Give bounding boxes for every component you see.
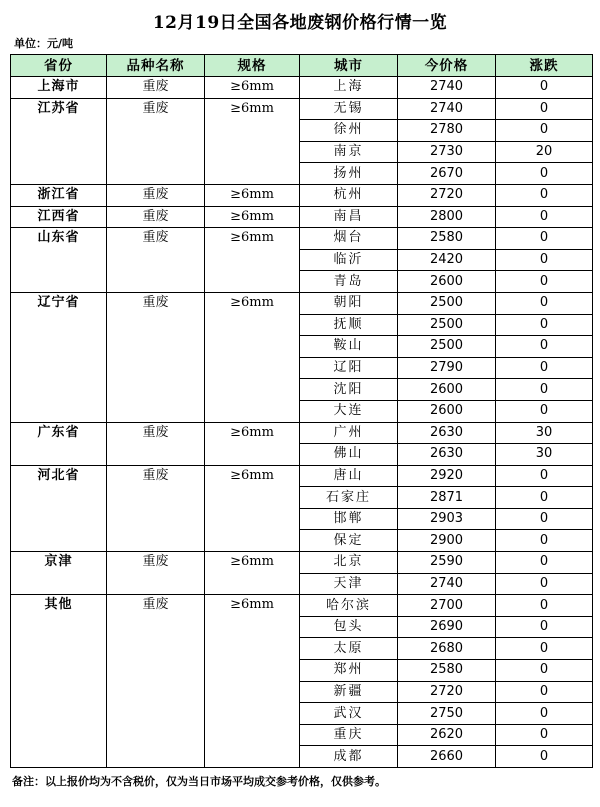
price-cell: 2660 — [398, 746, 496, 768]
province-cell: 江西省 — [11, 206, 107, 228]
change-cell: 0 — [496, 724, 593, 746]
city-cell: 杭州 — [300, 184, 398, 206]
city-cell: 包头 — [300, 616, 398, 638]
change-cell: 0 — [496, 616, 593, 638]
price-cell: 2690 — [398, 616, 496, 638]
city-cell: 南京 — [300, 141, 398, 163]
table-row — [11, 98, 593, 120]
price-cell: 2750 — [398, 703, 496, 725]
product-cell: 重废 — [107, 465, 205, 551]
city-cell: 武汉 — [300, 703, 398, 725]
change-cell: 0 — [496, 249, 593, 271]
product-cell: 重废 — [107, 595, 205, 768]
province-cell: 广东省 — [11, 422, 107, 465]
city-cell: 扬州 — [300, 163, 398, 185]
header-price: 今价格 — [398, 55, 496, 77]
table-row — [11, 184, 593, 206]
table-header-row — [11, 55, 593, 77]
city-cell: 哈尔滨 — [300, 595, 398, 617]
change-cell: 0 — [496, 487, 593, 509]
unit-label: 单位：元/吨 — [14, 37, 74, 50]
change-cell: 0 — [496, 400, 593, 422]
change-cell: 0 — [496, 379, 593, 401]
price-cell: 2740 — [398, 77, 496, 99]
price-cell: 2420 — [398, 249, 496, 271]
city-cell: 新疆 — [300, 681, 398, 703]
price-cell: 2740 — [398, 573, 496, 595]
price-cell: 2590 — [398, 552, 496, 574]
city-cell: 临沂 — [300, 249, 398, 271]
city-cell: 上海 — [300, 77, 398, 99]
price-cell: 2780 — [398, 120, 496, 142]
province-cell: 河北省 — [11, 465, 107, 551]
city-cell: 太原 — [300, 638, 398, 660]
price-cell: 2900 — [398, 530, 496, 552]
price-cell: 2600 — [398, 379, 496, 401]
city-cell: 郑州 — [300, 660, 398, 682]
province-cell: 浙江省 — [11, 184, 107, 206]
city-cell: 徐州 — [300, 120, 398, 142]
city-cell: 大连 — [300, 400, 398, 422]
spec-cell: ≥6mm — [205, 77, 300, 99]
change-cell: 0 — [496, 508, 593, 530]
change-cell: 0 — [496, 573, 593, 595]
price-cell: 2720 — [398, 184, 496, 206]
change-cell: 30 — [496, 444, 593, 466]
price-cell: 2500 — [398, 314, 496, 336]
product-cell: 重废 — [107, 206, 205, 228]
change-cell: 0 — [496, 638, 593, 660]
table-row — [11, 422, 593, 444]
spec-cell: ≥6mm — [205, 184, 300, 206]
spec-cell: ≥6mm — [205, 595, 300, 768]
city-cell: 抚顺 — [300, 314, 398, 336]
spec-cell: ≥6mm — [205, 292, 300, 422]
change-cell: 0 — [496, 465, 593, 487]
change-cell: 0 — [496, 228, 593, 250]
price-cell: 2630 — [398, 422, 496, 444]
change-cell: 0 — [496, 336, 593, 358]
price-table — [10, 54, 593, 768]
page-title: 12月19日全国各地废钢价格行情一览 — [152, 13, 448, 33]
change-cell: 0 — [496, 746, 593, 768]
change-cell: 0 — [496, 595, 593, 617]
table-row — [11, 552, 593, 574]
table-row — [11, 465, 593, 487]
province-cell: 辽宁省 — [11, 292, 107, 422]
change-cell: 0 — [496, 206, 593, 228]
change-cell: 0 — [496, 271, 593, 293]
city-cell: 鞍山 — [300, 336, 398, 358]
price-cell: 2800 — [398, 206, 496, 228]
price-cell: 2730 — [398, 141, 496, 163]
city-cell: 南昌 — [300, 206, 398, 228]
change-cell: 0 — [496, 314, 593, 336]
price-cell: 2740 — [398, 98, 496, 120]
city-cell: 朝阳 — [300, 292, 398, 314]
change-cell: 0 — [496, 357, 593, 379]
price-cell: 2790 — [398, 357, 496, 379]
product-cell: 重废 — [107, 184, 205, 206]
price-cell: 2920 — [398, 465, 496, 487]
price-cell: 2630 — [398, 444, 496, 466]
price-cell: 2600 — [398, 400, 496, 422]
table-row — [11, 228, 593, 250]
city-cell: 重庆 — [300, 724, 398, 746]
province-cell: 上海市 — [11, 77, 107, 99]
header-province: 省份 — [11, 55, 107, 77]
price-cell: 2500 — [398, 336, 496, 358]
city-cell: 成都 — [300, 746, 398, 768]
table-row — [11, 595, 593, 617]
spec-cell: ≥6mm — [205, 98, 300, 184]
city-cell: 沈阳 — [300, 379, 398, 401]
table-row — [11, 206, 593, 228]
city-cell: 石家庄 — [300, 487, 398, 509]
spec-cell: ≥6mm — [205, 465, 300, 551]
header-spec: 规格 — [205, 55, 300, 77]
header-product: 品种名称 — [107, 55, 205, 77]
price-cell: 2871 — [398, 487, 496, 509]
province-cell: 其他 — [11, 595, 107, 768]
price-cell: 2700 — [398, 595, 496, 617]
header-city: 城市 — [300, 55, 398, 77]
city-cell: 北京 — [300, 552, 398, 574]
price-cell: 2500 — [398, 292, 496, 314]
city-cell: 唐山 — [300, 465, 398, 487]
price-cell: 2580 — [398, 228, 496, 250]
table-body — [11, 77, 593, 768]
price-cell: 2720 — [398, 681, 496, 703]
province-cell: 山东省 — [11, 228, 107, 293]
change-cell: 0 — [496, 77, 593, 99]
price-cell: 2680 — [398, 638, 496, 660]
province-cell: 江苏省 — [11, 98, 107, 184]
product-cell: 重废 — [107, 228, 205, 293]
spec-cell: ≥6mm — [205, 228, 300, 293]
city-cell: 佛山 — [300, 444, 398, 466]
header-change: 涨跌 — [496, 55, 593, 77]
city-cell: 邯郸 — [300, 508, 398, 530]
province-cell: 京津 — [11, 552, 107, 595]
change-cell: 0 — [496, 163, 593, 185]
city-cell: 辽阳 — [300, 357, 398, 379]
change-cell: 0 — [496, 703, 593, 725]
change-cell: 0 — [496, 552, 593, 574]
product-cell: 重废 — [107, 98, 205, 184]
price-cell: 2580 — [398, 660, 496, 682]
price-cell: 2600 — [398, 271, 496, 293]
change-cell: 0 — [496, 681, 593, 703]
change-cell: 20 — [496, 141, 593, 163]
spec-cell: ≥6mm — [205, 552, 300, 595]
change-cell: 0 — [496, 660, 593, 682]
product-cell: 重废 — [107, 292, 205, 422]
price-cell: 2670 — [398, 163, 496, 185]
spec-cell: ≥6mm — [205, 206, 300, 228]
city-cell: 青岛 — [300, 271, 398, 293]
city-cell: 天津 — [300, 573, 398, 595]
city-cell: 广州 — [300, 422, 398, 444]
price-cell: 2903 — [398, 508, 496, 530]
change-cell: 0 — [496, 184, 593, 206]
price-cell: 2620 — [398, 724, 496, 746]
product-cell: 重废 — [107, 422, 205, 465]
table-row — [11, 77, 593, 99]
change-cell: 0 — [496, 292, 593, 314]
change-cell: 0 — [496, 98, 593, 120]
change-cell: 0 — [496, 530, 593, 552]
city-cell: 无锡 — [300, 98, 398, 120]
city-cell: 烟台 — [300, 228, 398, 250]
city-cell: 保定 — [300, 530, 398, 552]
change-cell: 0 — [496, 120, 593, 142]
product-cell: 重废 — [107, 77, 205, 99]
change-cell: 30 — [496, 422, 593, 444]
spec-cell: ≥6mm — [205, 422, 300, 465]
table-row — [11, 292, 593, 314]
footnote: 备注：以上报价均为不含税价，仅为当日市场平均成交参考价格，仅供参考。 — [12, 775, 386, 788]
product-cell: 重废 — [107, 552, 205, 595]
